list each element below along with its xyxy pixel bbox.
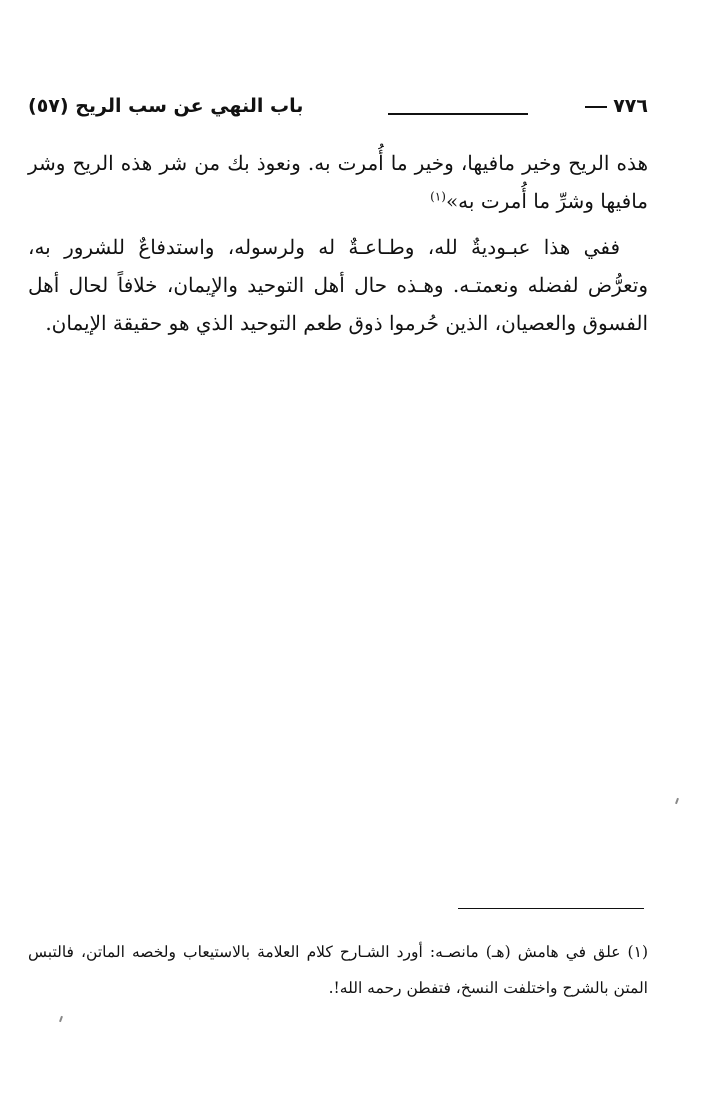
paragraph-1 <box>28 144 648 220</box>
main-text <box>28 144 648 342</box>
footnote <box>28 934 648 1006</box>
page-header <box>28 92 648 124</box>
chapter-title: باب النهي عن سب الريح (٥٧) <box>28 95 304 117</box>
page-number: ٧٧٦ <box>585 92 648 120</box>
header-rule <box>388 113 528 115</box>
paragraph-2: ففي هذا عبـوديةٌ لله، وطـاعـةٌ له ولرسوله، واستدفاعٌ للشرور به، وتعرُّض لفضله ونعمتـه. وهـذه حال أهل التوحيد والإيمان، خلافاً لحال أهل الفسوق والعصيان، الذين حُرموا ذوق طعم التوحيد الذي هو حقيقة الإيمان. <box>28 235 648 335</box>
paragraph-1-text: هذه الريح وخير مافيها، وخير ما أُمرت به. ونعوذ بك من شر هذه الريح وشر مافيها وشرِّ ما أُمرت به» <box>28 151 648 213</box>
footnote-text: (١) علق في هامش (هـ) مانصـه: أورد الشـارح كلام العلامة بالاستيعاب ولخصه الماتن، فالتبس المتن بالشرح واختلفت النسخ، فتفطن رحمه الله!. <box>28 943 648 997</box>
footnote-reference: (١) <box>430 189 446 204</box>
footnote-separator <box>458 908 644 909</box>
scan-speck <box>675 798 679 804</box>
scan-speck <box>59 1016 63 1022</box>
